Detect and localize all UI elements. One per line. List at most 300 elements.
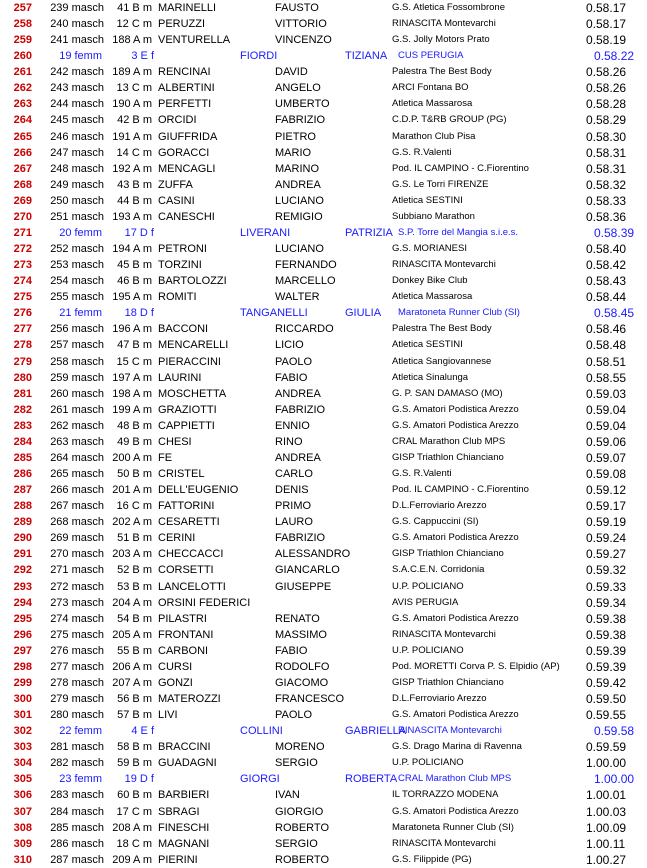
first-name: RINO [275,435,303,448]
first-name: WALTER [275,291,320,304]
age-class: 58 B m [117,741,152,754]
surname: LAURINI [158,371,202,384]
result-row [0,337,647,353]
first-name: GIORGIO [275,805,324,818]
age-class: 197 A m [112,371,152,384]
first-name: FAUSTO [275,2,319,14]
overall-position: 257 [13,2,32,14]
surname: MENCAGLI [158,162,216,175]
finish-time: 0.58.17 [586,1,627,15]
first-name: ANDREA [275,451,321,464]
overall-position: 277 [13,323,32,336]
result-row [0,96,647,112]
finish-time: 0.58.42 [586,258,627,273]
age-class: 14 C m [116,146,152,159]
result-row [0,579,647,595]
result-row [0,739,647,755]
club-name: C.D.P. T&RB GROUP (PG) [392,114,507,126]
finish-time: 0.58.45 [594,306,635,321]
overall-position: 260 [13,50,32,63]
finish-time: 0.58.44 [586,290,627,305]
result-row [0,161,647,177]
first-name: LAURO [275,516,313,529]
first-name: MASSIMO [275,628,327,641]
surname: VENTURELLA [158,34,231,47]
first-name: ROBERTO [275,821,329,834]
first-name: GIULIA [345,307,382,320]
overall-position: 280 [13,371,32,384]
age-class: 190 A m [112,98,152,111]
age-class: 17 D f [124,226,154,239]
age-class: 60 B m [117,789,152,802]
result-row [0,707,647,723]
result-row [0,595,647,611]
first-name: RENATO [275,612,320,625]
age-class: 198 A m [112,387,152,400]
category-position: 273 masch [50,596,104,609]
club-name: CRAL Marathon Club MPS [392,435,506,447]
age-class: 196 A m [112,323,152,336]
first-name: SERGIO [275,837,318,850]
age-class: 207 A m [112,676,152,689]
club-name: G.S. R.Valenti [392,468,452,480]
age-class: 56 B m [117,693,152,705]
first-name: FABIO [275,644,308,657]
finish-time: 0.58.31 [586,161,627,176]
finish-time: 0.58.28 [586,97,627,112]
age-class: 194 A m [112,243,152,256]
finish-time: 0.58.43 [586,274,627,289]
surname: FINESCHI [158,821,210,834]
finish-time: 0.59.03 [586,386,627,401]
surname: LIVERANI [240,226,291,239]
club-name: Atletica Massarosa [392,98,473,110]
club-name: ARCI Fontana BO [392,82,469,94]
result-row [0,321,647,337]
category-position: 245 masch [50,114,104,127]
result-row [0,386,647,402]
age-class: 199 A m [112,403,152,416]
surname: BRACCINI [158,741,211,754]
result-row [0,193,647,209]
finish-time: 0.59.59 [586,740,627,755]
first-name: IVAN [275,789,300,802]
first-name: ANDREA [275,387,321,400]
category-position: 276 masch [50,644,104,657]
overall-position: 272 [13,243,32,256]
club-name: S.P. Torre del Mangia s.i.e.s. [398,226,519,238]
category-position: 278 masch [50,676,104,689]
category-position: 264 masch [50,451,104,464]
overall-position: 305 [13,773,32,786]
category-position: 280 masch [50,709,104,722]
overall-position: 308 [13,821,32,834]
club-name: Atletica Sinalunga [392,371,469,383]
age-class: 41 B m [117,2,152,14]
finish-time: 1.00.27 [586,852,627,867]
surname: GIORGI [240,773,280,786]
result-row [0,691,647,707]
result-row [0,32,647,48]
category-position: 253 masch [50,259,104,272]
surname: GORACCI [158,146,210,159]
category-position: 249 masch [50,178,104,191]
age-class: 18 C m [116,837,152,850]
finish-time: 1.00.01 [586,788,627,803]
finish-time: 0.58.31 [586,145,627,160]
finish-time: 0.59.38 [586,627,627,642]
category-position: 241 masch [50,34,104,47]
club-name: G.S. Amatori Podistica Arezzo [392,805,519,817]
finish-time: 0.59.42 [586,675,627,690]
first-name: PIETRO [275,130,316,143]
finish-time: 0.58.36 [586,209,627,224]
overall-position: 263 [13,98,32,111]
result-row [0,177,647,193]
finish-time: 0.59.04 [586,418,627,433]
overall-position: 296 [13,628,32,641]
result-row [0,273,647,289]
category-position: 239 masch [50,2,104,14]
result-row [0,836,647,852]
club-name: IL TORRAZZO MODENA [392,789,499,801]
club-name: G.S. Filippide (PG) [392,853,472,865]
category-position: 286 masch [50,837,104,850]
overall-position: 259 [13,34,32,47]
club-name: Pod. IL CAMPINO - C.Fiorentino [392,484,529,496]
surname: LIVI [158,709,178,722]
surname: MARINELLI [158,2,217,14]
first-name: ENNIO [275,419,310,432]
category-position: 261 masch [50,403,104,416]
surname: CHECCACCI [158,548,224,561]
finish-time: 0.59.17 [586,499,627,514]
surname: MAGNANI [158,837,210,850]
age-class: 43 B m [117,178,152,191]
overall-position: 306 [13,789,32,802]
category-position: 266 masch [50,484,104,497]
age-class: 201 A m [112,484,152,497]
first-name: CARLO [275,468,313,481]
surname: ALBERTINI [158,82,215,95]
first-name: GIUSEPPE [275,580,332,593]
finish-time: 0.58.51 [586,354,627,369]
club-name: AVIS PERUGIA [392,596,459,608]
club-name: G.S. Amatori Podistica Arezzo [392,612,519,624]
finish-time: 0.59.07 [586,450,627,465]
club-name: G.S. Le Torri FIRENZE [392,178,489,190]
surname: GUADAGNI [158,757,217,770]
result-row [0,129,647,145]
age-class: 42 B m [117,114,152,127]
finish-time: 1.00.09 [586,820,627,835]
first-name: DAVID [275,66,308,79]
finish-time: 0.58.29 [586,113,627,128]
result-row [0,257,647,273]
first-name: TIZIANA [345,50,388,63]
surname: PERUZZI [158,18,206,31]
finish-time: 0.59.19 [586,515,627,530]
category-position: 283 masch [50,789,104,802]
club-name: CRAL Marathon Club MPS [398,773,512,785]
overall-position: 268 [13,178,32,191]
overall-position: 299 [13,676,32,689]
surname: CANESCHI [158,210,215,223]
finish-time: 0.59.58 [594,724,635,739]
overall-position: 276 [13,307,32,320]
club-name: Pod. MORETTI Corva P. S. Elpidio (AP) [392,660,560,672]
surname: PETRONI [158,243,207,256]
surname: COLLINI [240,725,283,738]
surname: FE [158,451,173,464]
category-position: 243 masch [50,82,104,95]
category-position: 250 masch [50,194,104,207]
age-class: 46 B m [117,275,152,288]
first-name: GIANCARLO [275,564,340,577]
result-row [0,466,647,482]
overall-position: 286 [13,468,32,481]
surname: CAPPIETTI [158,419,215,432]
finish-time: 0.58.17 [586,17,627,32]
club-name: GISP Triathlon Chianciano [392,451,504,463]
age-class: 59 B m [117,757,152,770]
surname: PILASTRI [158,612,207,625]
category-position: 282 masch [50,757,104,770]
club-name: Atletica SESTINI [392,194,463,206]
finish-time: 0.59.06 [586,434,627,449]
club-name: S.A.C.E.N. Corridonia [392,564,485,576]
first-name: RICCARDO [275,323,334,336]
overall-position: 303 [13,741,32,754]
age-class: 204 A m [112,596,152,609]
overall-position: 284 [13,435,32,448]
age-class: 51 B m [117,532,152,545]
category-position: 20 femm [59,226,102,239]
club-name: Pod. IL CAMPINO - C.Fiorentino [392,162,529,174]
result-row [0,820,647,836]
category-position: 265 masch [50,468,104,481]
first-name: LUCIANO [275,194,324,207]
club-name: G.S. Amatori Podistica Arezzo [392,403,519,415]
result-row [0,530,647,546]
first-name: LUCIANO [275,243,324,256]
finish-time: 1.00.00 [594,772,635,787]
age-class: 17 C m [116,805,152,818]
overall-position: 269 [13,194,32,207]
overall-position: 282 [13,403,32,416]
first-name: UMBERTO [275,98,330,111]
surname: PERFETTI [158,98,212,111]
overall-position: 287 [13,484,32,497]
age-class: 3 E f [131,50,154,63]
age-class: 53 B m [117,580,152,593]
category-position: 23 femm [59,773,102,786]
club-name: RINASCITA Montevarchi [392,837,496,849]
overall-position: 273 [13,259,32,272]
age-class: 203 A m [112,548,152,561]
overall-position: 264 [13,114,32,127]
finish-time: 0.59.08 [586,467,627,482]
first-name: VITTORIO [275,18,327,31]
category-position: 275 masch [50,628,104,641]
age-class: 200 A m [112,451,152,464]
surname: FATTORINI [158,500,215,513]
finish-time: 0.59.32 [586,563,627,578]
finish-time: 0.59.04 [586,402,627,417]
age-class: 55 B m [117,644,152,657]
age-class: 16 C m [116,500,152,513]
finish-time: 0.58.26 [586,81,627,96]
age-class: 4 E f [131,725,154,738]
age-class: 208 A m [112,821,152,834]
first-name: FABIO [275,371,308,384]
finish-time: 1.00.11 [586,836,626,851]
club-name: GISP Triathlon Chianciano [392,548,504,560]
age-class: 49 B m [117,435,152,448]
club-name: Maratoneta Runner Club (SI) [398,307,520,319]
age-class: 15 C m [116,355,152,368]
category-position: 246 masch [50,130,104,143]
surname: CERINI [158,532,196,545]
age-class: 193 A m [112,210,152,223]
result-row [0,659,647,675]
finish-time: 0.59.50 [586,692,627,706]
overall-position: 293 [13,580,32,593]
category-position: 19 femm [59,50,102,63]
result-row [0,305,647,321]
category-position: 260 masch [50,387,104,400]
overall-position: 266 [13,146,32,159]
surname: CHESI [158,435,192,448]
overall-position: 289 [13,516,32,529]
age-class: 192 A m [112,162,152,175]
finish-time: 0.58.46 [586,322,627,337]
age-class: 47 B m [117,339,152,352]
overall-position: 275 [13,291,32,304]
overall-position: 297 [13,644,32,657]
result-row [0,498,647,514]
category-position: 285 masch [50,821,104,834]
category-position: 254 masch [50,275,104,288]
overall-position: 298 [13,660,32,673]
finish-time: 0.59.55 [586,708,627,723]
club-name: GISP Triathlon Chianciano [392,676,504,688]
club-name: G.S. Jolly Motors Prato [392,34,490,46]
surname: ORCIDI [158,114,197,127]
result-row [0,402,647,418]
finish-time: 0.59.39 [586,643,627,658]
overall-position: 274 [13,275,32,288]
age-class: 191 A m [112,130,152,143]
surname: ORSINI FEDERICI [158,596,251,609]
first-name: MARINO [275,162,319,175]
finish-time: 0.59.39 [586,659,627,674]
age-class: 18 D f [124,307,154,320]
finish-time: 0.59.27 [586,547,627,562]
category-position: 263 masch [50,435,104,448]
overall-position: 267 [13,162,32,175]
category-position: 22 femm [59,725,102,738]
result-row [0,434,647,450]
result-row [0,804,647,820]
age-class: 195 A m [112,291,152,304]
result-row [0,241,647,257]
surname: BACCONI [158,323,209,336]
age-class: 189 A m [112,66,152,79]
first-name: SERGIO [275,757,318,770]
surname: BARTOLOZZI [158,275,227,288]
finish-time: 0.58.55 [586,370,627,385]
category-position: 284 masch [50,805,104,818]
first-name: FABRIZIO [275,403,326,416]
surname: TORZINI [158,259,202,272]
category-position: 271 masch [50,564,104,577]
category-position: 270 masch [50,548,104,561]
club-name: G.S. Amatori Podistica Arezzo [392,532,519,544]
overall-position: 300 [13,693,32,705]
first-name: PRIMO [275,500,312,513]
surname: PIERACCINI [158,355,221,368]
club-name: G.S. R.Valenti [392,146,452,158]
surname: CARBONI [158,644,209,657]
club-name: RINASCITA Montevarchi [392,259,496,271]
club-name: U.P. POLICIANO [392,644,464,656]
finish-time: 0.58.32 [586,177,627,192]
result-row [0,209,647,225]
result-row [0,48,647,64]
age-class: 57 B m [117,709,152,722]
age-class: 12 C m [116,18,152,31]
overall-position: 301 [13,709,32,722]
finish-time: 0.59.34 [586,595,627,610]
result-row [0,611,647,627]
category-position: 274 masch [50,612,104,625]
overall-position: 265 [13,130,32,143]
club-name: Donkey Bike Club [392,275,468,287]
overall-position: 258 [13,18,32,31]
surname: LANCELOTTI [158,580,226,593]
first-name: PAOLO [275,355,313,368]
overall-position: 292 [13,564,32,577]
first-name: ANDREA [275,178,321,191]
surname: BARBIERI [158,789,210,802]
category-position: 242 masch [50,66,104,79]
result-row [0,112,647,128]
category-position: 281 masch [50,741,104,754]
first-name: MORENO [275,741,325,754]
surname: GONZI [158,676,193,689]
surname: MATEROZZI [158,693,221,705]
club-name: G.S. Drago Marina di Ravenna [392,741,522,753]
club-name: D.L.Ferroviario Arezzo [392,693,487,704]
finish-time: 0.59.38 [586,611,627,626]
surname: MENCARELLI [158,339,229,352]
first-name: GIACOMO [275,676,329,689]
result-row [0,482,647,498]
first-name: RODOLFO [275,660,330,673]
first-name: MARCELLO [275,275,336,288]
overall-position: 291 [13,548,32,561]
first-name: ANGELO [275,82,321,95]
finish-time: 0.58.33 [586,193,627,208]
surname: RENCINAI [158,66,211,79]
age-class: 45 B m [117,259,152,272]
finish-time: 0.59.12 [586,483,627,498]
club-name: Atletica Sangiovannese [392,355,492,367]
finish-time: 0.58.22 [594,49,635,64]
surname: ROMITI [158,291,197,304]
category-position: 244 masch [50,98,104,111]
